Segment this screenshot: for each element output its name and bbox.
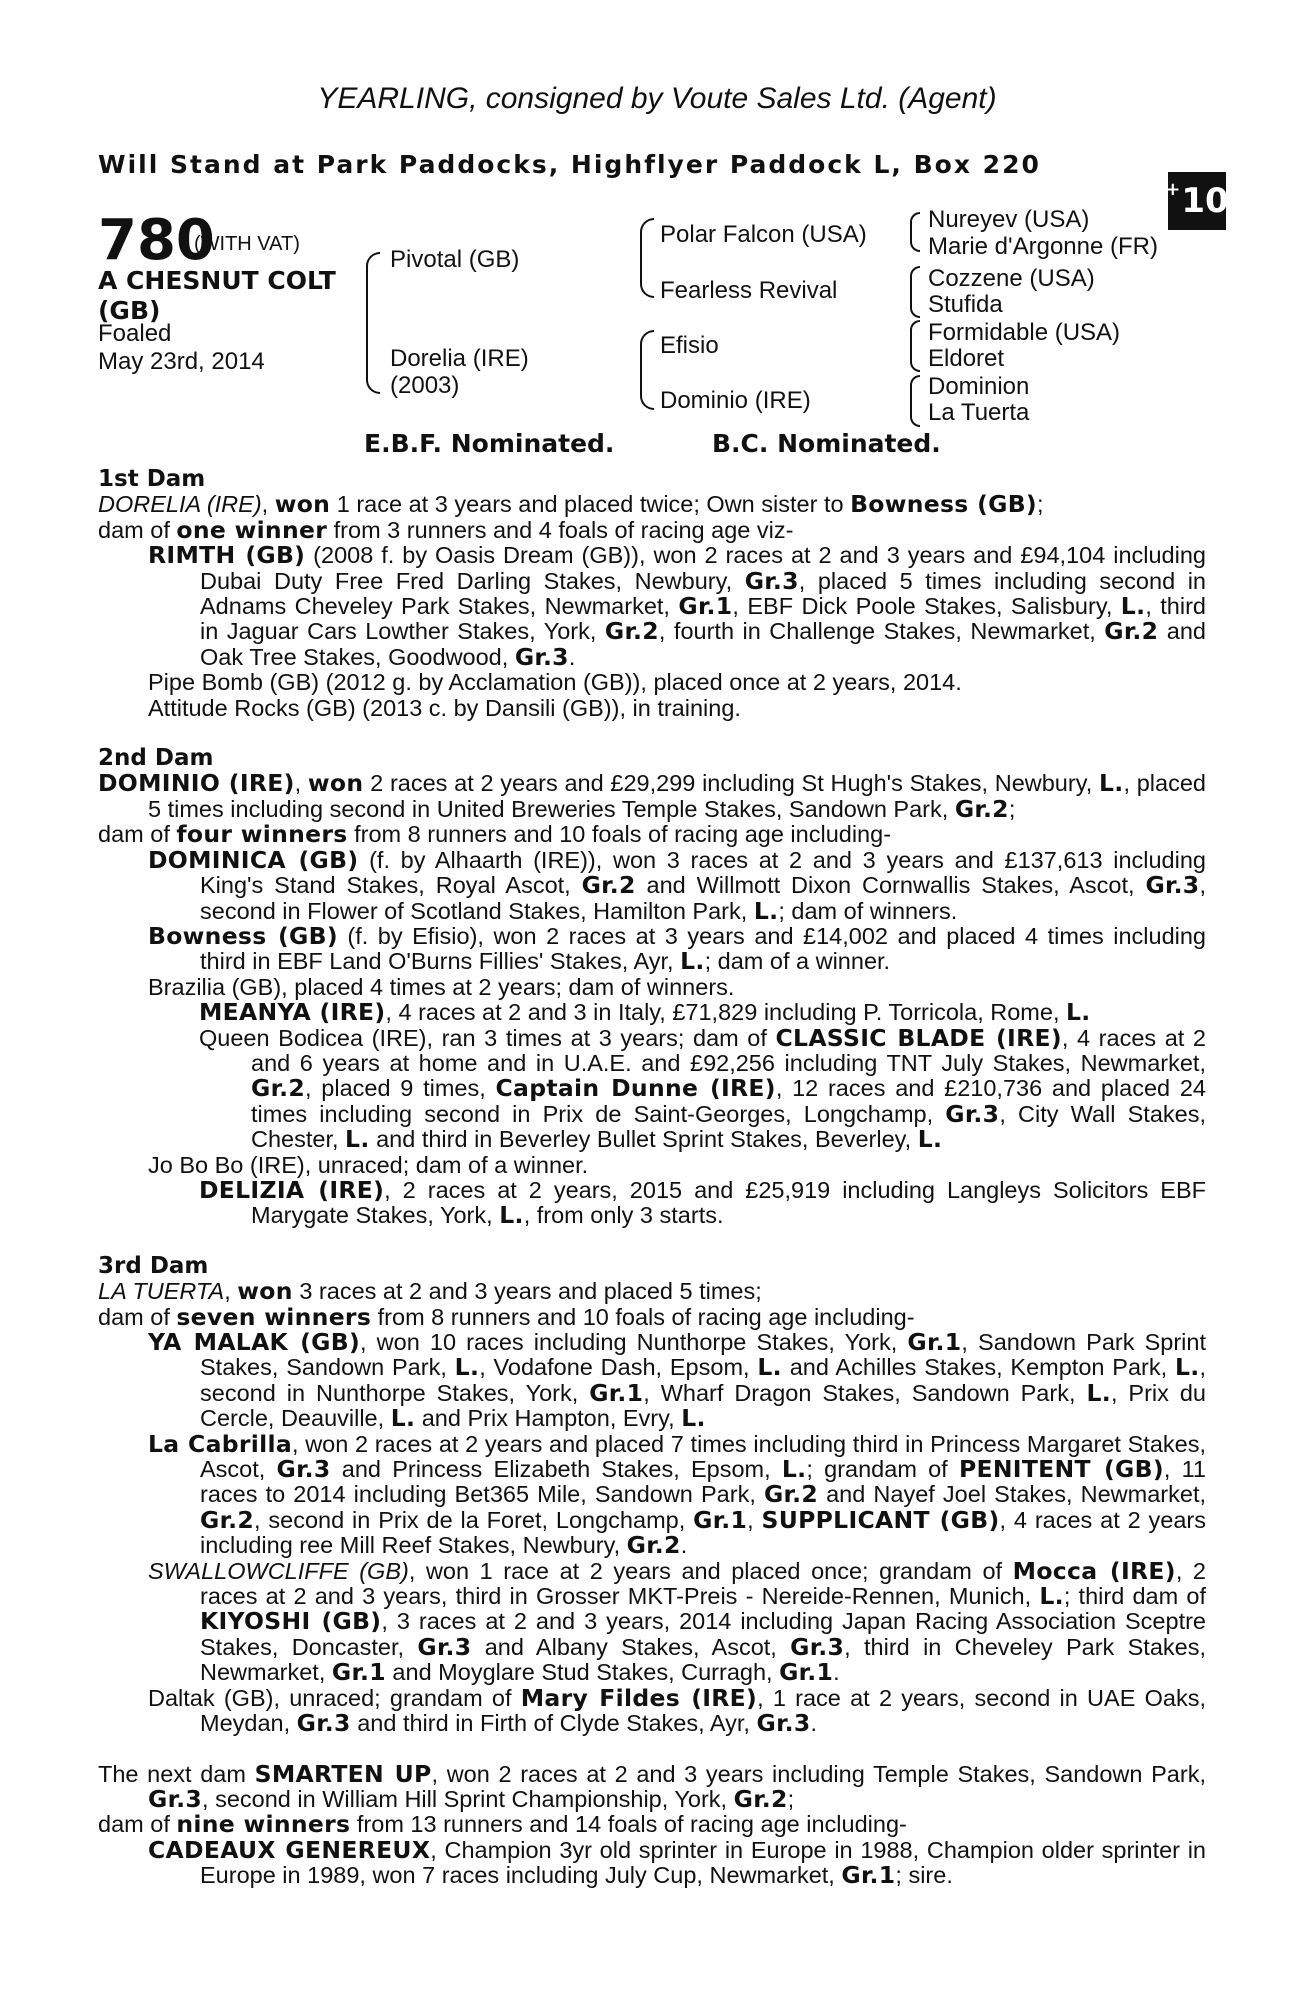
sire-sire: Polar Falcon (USA) — [660, 221, 867, 248]
first-dam-heading: 1st Dam — [98, 466, 206, 492]
la-cabrilla-entry: La Cabrilla, won 2 races at 2 years and placed 7 times including third in Princess Margaret Stakes, Ascot, Gr.3 and Princess Elizabeth Stakes, Epsom, L.; grandam of PENITENT (GB), 11 races to 2014 including Bet365 Mile, Sandown Park, Gr.2 and Nayef Joel Stakes, Newmarket, Gr.2, second in Prix de la Foret, Longchamp, Gr.1, SUPPLICANT (GB), 4 races at 2 years including ree Mill Reef Stakes, Newbury, Gr.2. — [148, 1429, 1207, 1560]
la-tuerta-produce-summary: dam of seven winners from 8 runners and 10 foals of racing age including- — [98, 1302, 915, 1331]
vat-note: (WITH VAT) — [194, 233, 300, 255]
dam-sire-sire: Formidable (USA) — [928, 319, 1121, 346]
daltak-entry: Daltak (GB), unraced; grandam of Mary Fildes (IRE), 1 race at 2 years, second in UAE Oaks, Meydan, Gr.3 and third in Firth of Clyde Stakes, Ayr, Gr.3. — [148, 1683, 1206, 1738]
foaled-label: Foaled — [98, 320, 172, 347]
dam-dam: Dominio (IRE) — [660, 387, 811, 414]
dominio-produce-summary: dam of four winners from 8 runners and 10 foals of racing age including- — [98, 820, 892, 849]
dominio-entry: DOMINIO (IRE), won 2 races at 2 years and £29,299 including St Hugh's Stakes, Newbury, L., placed 5 times including second in United Breweries Temple Stakes, Sandown Park, Gr.2; — [98, 769, 1206, 823]
ya-malak-entry: YA MALAK (GB), won 10 races including Nunthorpe Stakes, York, Gr.1, Sandown Park Sprint Stakes, Sandown Park, L., Vodafone Dash, Epsom, L. and Achilles Stakes, Kempton Park, L., second in Nunthorpe Stakes, York, Gr.1, Wharf Dragon Stakes, Sandown Park, L., Prix du Cercle, Deauville, L. and Prix Hampton, Evry, L. — [148, 1328, 1207, 1433]
brace-3a — [910, 212, 920, 252]
rimth-entry: RIMTH (GB) (2008 f. by Oasis Dream (GB)), won 2 races at 2 and 3 years and £94,104 including Dubai Duty Free Fred Darling Stakes, Newbury, Gr.3, placed 5 times including second in Adnams Cheveley Park Stakes, Newmarket, Gr.1, EBF Dick Poole Stakes, Salisbury, L., third in Jaguar Cars Lowther Stakes, York, Gr.2, fourth in Challenge Stakes, Newmarket, Gr.2 and Oak Tree Stakes, Goodwood, Gr.3. — [148, 541, 1206, 671]
foaled-info — [98, 320, 265, 376]
sire-sire-sire: Nureyev (USA) — [928, 206, 1090, 233]
dorelia-produce-summary: dam of one winner from 3 runners and 4 foals of racing age viz- — [98, 515, 794, 544]
sire-dam-sire: Cozzene (USA) — [928, 265, 1095, 292]
pipe-bomb-entry: Pipe Bomb (GB) (2012 g. by Acclamation (GB)), placed once at 2 years, 2014. — [148, 669, 962, 696]
cadeaux-entry: CADEAUX GENEREUX, Champion 3yr old sprinter in Europe in 1988, Champion older sprinter in Europe in 1989, won 7 races including July Cup, Newmarket, Gr.1; sire. — [148, 1835, 1207, 1890]
lot-description: A CHESNUT COLT (GB) — [98, 266, 336, 325]
sire-dam-brace — [366, 252, 380, 394]
dam: Dorelia (IRE) — [390, 345, 529, 372]
next-dam-produce-summary: dam of nine winners from 13 runners and 14 foals of racing age including- — [98, 1810, 907, 1839]
sire-dam-dam: Stufida — [928, 291, 1003, 318]
foaled-date: May 23rd, 2014 — [98, 348, 265, 375]
bowness-entry: Bowness (GB) (f. by Efisio), won 2 races at 3 years and £14,002 and placed 4 times including third in EBF Land O'Burns Fillies' Stakes, Ayr, L.; dam of a winner. — [148, 921, 1206, 976]
sire-sire-dam: Marie d'Argonne (FR) — [928, 233, 1158, 260]
sire-line-brace — [640, 218, 654, 298]
delizia-entry: DELIZIA (IRE), 2 races at 2 years, 2015 and £25,919 including Langleys Solicitors EBF Marygate Stakes, York, L., from only 3 starts. — [199, 1175, 1207, 1230]
meanya-entry: MEANYA (IRE), 4 races at 2 and 3 in Italy, £71,829 including P. Torricola, Rome, L. — [199, 998, 1091, 1027]
section-badge — [1165, 172, 1229, 230]
jo-bo-bo-entry: Jo Bo Bo (IRE), unraced; dam of a winner. — [148, 1151, 589, 1178]
sire-dam: Fearless Revival — [660, 277, 838, 304]
brace-3b — [910, 266, 920, 318]
dam-sire-dam: Eldoret — [928, 345, 1005, 372]
stand-location: Will Stand at Park Paddocks, Highflyer Paddock L, Box 220 — [98, 150, 1041, 179]
swallowcliffe-entry: SWALLOWCLIFFE (GB), won 1 race at 2 years and placed once; grandam of Mocca (IRE), 2 races at 2 and 3 years, third in Grosser MKT-Preis - Nereide-Rennen, Munich, L.; third dam of KIYOSHI (GB), 3 races at 2 and 3 years, 2014 including Japan Racing Association Sceptre Stakes, Doncaster, Gr.3 and Albany Stakes, Ascot, Gr.3, third in Cheveley Park Stakes, Newmarket, Gr.1 and Moyglare Stud Stakes, Curragh, Gr.1. — [148, 1556, 1206, 1687]
bc-nominated: B.C. Nominated. — [712, 429, 941, 458]
brazilia-entry: Brazilia (GB), placed 4 times at 2 years; dam of winners. — [148, 973, 735, 1000]
consignor-title: YEARLING, consigned by Voute Sales Ltd. (Agent) — [317, 82, 997, 115]
dam-dam-dam: La Tuerta — [928, 399, 1030, 426]
ebf-nominated: E.B.F. Nominated. — [364, 429, 615, 458]
attitude-rocks-entry: Attitude Rocks (GB) (2013 c. by Dansili (GB)), in training. — [148, 694, 741, 721]
dorelia-entry: DORELIA (IRE), won 1 race at 3 years and placed twice; Own sister to Bowness (GB); — [98, 490, 1044, 519]
second-dam-heading: 2nd Dam — [98, 745, 214, 772]
queen-bodicea-entry: Queen Bodicea (IRE), ran 3 times at 3 years; dam of CLASSIC BLADE (IRE), 4 races at 2 and 6 years at home and in U.A.E. and £92,256 including TNT July Stakes, Newmarket, Gr.2, placed 9 times, Captain Dunne (IRE), 12 races and £210,736 and placed 24 times including second in Prix de Saint-Georges, Longchamp, Gr.3, City Wall Stakes, Chester, L. and third in Beverley Bullet Sprint Stakes, Beverley, L. — [199, 1023, 1206, 1154]
dam-dam-sire: Dominion — [928, 373, 1030, 400]
dam-line-brace — [640, 330, 654, 410]
next-dam-entry: The next dam SMARTEN UP, won 2 races at 2 and 3 years including Temple Stakes, Sandown Park, Gr.3, second in William Hill Sprint Championship, York, Gr.2; — [98, 1759, 1206, 1813]
catalogue-body — [98, 467, 1206, 1889]
brace-3d — [910, 375, 920, 427]
dominica-entry: DOMINICA (GB) (f. by Alhaarth (IRE)), won 3 races at 2 and 3 years and £137,613 including King's Stand Stakes, Royal Ascot, Gr.2 and Willmott Dixon Cornwallis Stakes, Ascot, Gr.3, second in Flower of Scotland Stakes, Hamilton Park, L.; dam of winners. — [148, 845, 1206, 925]
dam-sire: Efisio — [660, 332, 719, 359]
badge-plus: + — [1165, 178, 1181, 200]
third-dam-heading: 3rd Dam — [98, 1252, 209, 1279]
badge-number: 10 — [1181, 181, 1229, 221]
dam-year: (2003) — [390, 372, 460, 399]
brace-3c — [910, 320, 920, 372]
lot-number: 780 — [98, 208, 215, 273]
la-tuerta-entry: LA TUERTA, won 3 races at 2 and 3 years and placed 5 times; — [98, 1277, 762, 1306]
sire: Pivotal (GB) — [390, 246, 520, 273]
